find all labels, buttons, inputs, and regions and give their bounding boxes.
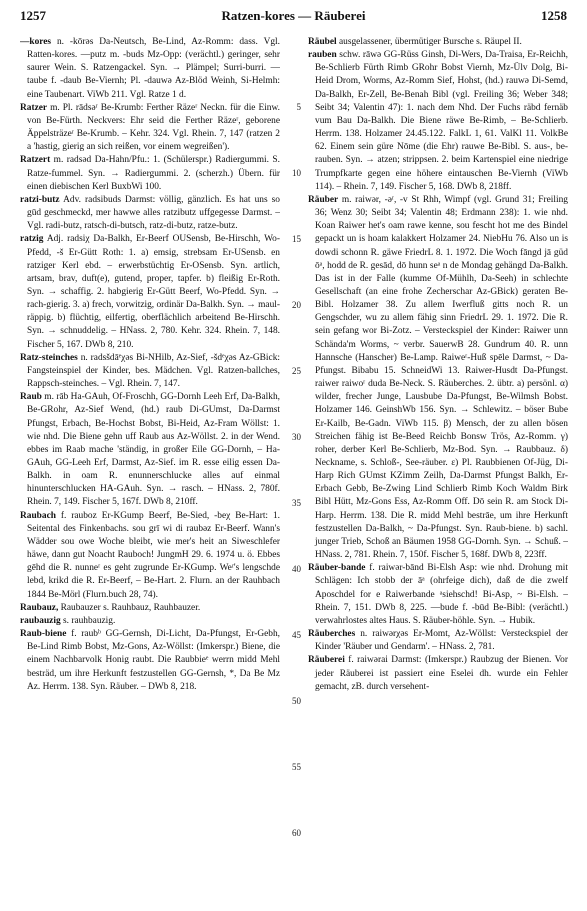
line-number-gutter [281, 36, 305, 906]
line-number: 15 [292, 234, 301, 244]
line-number: 35 [292, 498, 301, 508]
line-number: 20 [292, 300, 301, 310]
entry-raubauzig: raubauzig s. rauhbauzig. [20, 615, 116, 626]
entry-raubach: Raubach f. rauboz Er-KGump Beerf, Be-Sied, -beχ Be-Hart: 1. Seitental des Finkenbachs. sou grī wi di raubəz Er-Beerf. Wann's Wädder sou owe Woche bleibt, wie mer's heit an Siweschlefer häwe, dann gut Noacht Rauboch! JungmH 29. 6. 1974 u. ö. Ebbes gēhd die R. nunneʳ es geht zugrunde Er-KGump. Weʳ's lengschde lebd, krikd die R. Er-Beerf, – Be-Hart. 2. Flurn. an der Rauhbach 1844 Be-Mörl (Flurn.buch 28, 74). [20, 510, 280, 600]
entry-raeuber: Räuber m. raiwər, -əʳ, -v St Rhh, Wimpf (vgl. Grund 31; Freiling 36; Wenz 30; Seibt 34; Valentin 48; Erdmann 238): 1. wie nhd. Koan Raiwer het's oam rawe kenne, sou fescht hot me des Bindel gepackt un is hoam kalakkert Holzamer 24. NiebHu 76. Also un is dowdi schonn R. gäwe FriedrL 8. 1. 1972. Die Woch fāngd jā güd ōᵃ, hodd de R. gesād, dō hunn seᵃ n de Mondag gehängd Da-Balkh. Das ist in der Falle (kumme Of-Mühlh, Da-Seeh) in schlechte Gesellschaft (an eine frohe Zecherschar Az-GBick) geraten Be-Bibl. Holzamer 38. Zu allem Iwerfluß gitts noch R. un Gengschder, wu zu allem fähig sinn FriedrL 29. 1. 1972. Die R. sein gefang wor Bi-Zotz. – Versteckspiel der Kinder: Raiwer unn Schända'm Worms, ~ verbr. SauerwB 28. Gundrum 40. R. unn Hannsche (Hanscher) Be-Lamp. Raiweʳ-Huß spēle Darmst, ~ Da-Pfungst. Bibabu 15. SchneidWi 13. Raiwer-Husdt Da-Pfungst. raiwer raiwoʳ duda Be-Neck. S. Räuberches. 2. übtr. a) persönl. α) wilder, frecher Junge, Lausbube Da-Pfungst, Be-Wilmsh Bobst. Holzamer 146. GeinshWb 156. Syn. → Schlewitz. – böser Bube Er-Kailb, Be-Gadn. ViWb 115. β) Mensch, der zu allen bösen Streichen fähig ist Be-Beed Reichb Bonsw Trös, Az-Romm. γ) roher, derber Kerl Be-Schlierb, Mz-Bod. Syn. → Raubbauz. δ) Neckname, s. Schloß-, See-räuber. ε) Pl. Raubbienen Of-Jüg, Di-Harp Rich GUmst KZimm Zeilh, Da-Darmst Pfungst Balkh, Er-Erbach Gebb, Be-Zwing Lind Schlierb Rimb Koch Waldm Birk Bibl Hütt, Mz-Gons Ess, Az-Romm Off. Dō sein R. am Stock Di-Harp. Herrm. 138. Die R. midd Mehl bestrāe, um ihre Herkunft festzustellen Da-Balkh, ~ Da-Pfungst. Syn. Raub-biene. b) sachl. junger Trieb, Schoß an Bäumen 1958 GG-Dornh. Syn. → Schuß. – HNass. 2, 781. Rhein. 7, 150f. Fischer 5, 168f. DWb 8, 223ff. [308, 194, 568, 561]
entry-raeuber-bande: Räuber-bande f. raiwər-bānd Bi-Elsh Asp: wie nhd. Drohung mit Schlägen: Ich stobb der āᵃ (ohrfeige dich), daß de die zwelf Aposchdel for e Raiwerbande ᵃsiehschd! Bi-Asp, ~ Bi-Elsh. – Rhein. 7, 151. DWb 8, 225. —bude f. -būd Be-Bibl: (verächtl.) verwahrlostes altes Haus. S. Räuber-höhle. Syn. → Hubik. [308, 563, 568, 626]
line-number: 10 [292, 168, 301, 178]
line-number: 50 [292, 696, 301, 706]
running-header [20, 8, 567, 24]
entry-raub: Raub m. rāb Ha-GAuh, Of-Froschh, GG-Dornh Leeh Erf, Da-Balkh, Be-GRohr, Az-Sief Wend, (hd.) raub Di-GUmst, Da-Darmst Pfungst, Erbach, Be-Hochst Bobst, Bi-Heid, Az-Fram Wöllst: 1. wie nhd. Die Biene gehn uff Raub aus Az-Wöllst. 2. in der Wend. ebbes im Raab mache 'ständig, in großer Eile GG-Dornh, – Ha-GAuh, GG-Leeh Erf, Darmst, Az-Sief. im R. esse eilig essen Da-Balkh. in oam R. enunnerschlucke alles auf einmal hinunterschlucken HA-GAuh. Syn. → rasch. – HNass. 2, 780f. Rhein. 7, 149. Fischer 5, 167f. DWb 8, 210ff. [20, 392, 280, 508]
left-column [20, 36, 280, 906]
entry-ratzert: Ratzert m. radsəd Da-Hahn/Pfu.: 1. (Schülerspr.) Radiergummi. S. Ratze-fummel. Syn. → Radiergummi. 2. (scherzh.) Übern. für einen diebischen Kerl BuxbWi 100. [20, 155, 280, 192]
entry-raubauz: Raubauz, Raubauzer s. Rauhbauz, Rauhbauzer. [20, 602, 201, 613]
right-column [308, 36, 568, 906]
entry-raeuberches: Räuberches n. raiwərχəs Er-Momt, Az-Wöllst: Versteckspiel der Kinder 'Räuber und Gendarm'. – HNass. 2, 781. [308, 629, 568, 653]
line-number: 5 [296, 102, 301, 112]
entry-raub-biene: Raub-biene f. raubᵇ GG-Gernsh, Di-Licht, Da-Pfungst, Er-Gebh, Be-Lind Rimb Bobst, Mz-Gons, Az-Wöllst: (Imkerspr.) Biene, die einem Nachbarvolk Honig raubt. Die Raubbieᵉ werrn midd Mehl besträd, um ihre Herkunft festzustellen GG-Gernsh, *, Da Be Mz Az. Herrm. 138. Syn. Räuber. – DWb 8, 218. [20, 629, 280, 692]
entry-ratzen-kores: —kores n. -kōrəs Da-Neutsch, Be-Lind, Az-Romm: dass. Vgl. Ratten-kores. —putz m. -buds Mz-Opp: (verächtl.) geringer, sehr saurer Wein. S. Ratzengackel. Syn. → Plämpel; Surri-burri. —taube f. -daub Be-Viernh; Pl. -dauwə Az-Blöd Weinh, Si-Helmh: eine Taubenart. ViWb 211. Vgl. Ratze 1 d. [20, 37, 280, 100]
line-number: 55 [292, 762, 301, 772]
page-number-right: 1258 [541, 8, 567, 23]
line-number: 25 [292, 366, 301, 376]
line-number: 60 [292, 828, 301, 838]
entry-ratz-steinches: Ratz-steinches n. radsšdāᵉχəs Bi-NHilb, Az-Sief, -šdᵉχəs Az-GBick: Fangsteinspiel der Kinder, bes. Mädchen. Vgl. Ratzen-ballches, Rappsch-steinches. – Vgl. Rhein. 7, 147. [20, 352, 280, 390]
line-number: 45 [292, 630, 301, 640]
entry-ratzig: ratzig Adj. radsiχ Da-Balkh, Er-Beerf OUSensb, Be-Hirschh, Wo-Pfedd, -š Er-Gütt Roth: 1. a) emsig, strebsam Er-USensb. en ratziger Kerl ebd. – erwerbstüchtig Er-OSensb. Syn. artlich, artsam, brav, duft(e), gutend, proper, tapfer. b) fleißig Er-Roth. Syn. → schaffig. 2. habgierig Er-Gütt Beerf, Wo-Pfedd. Syn. → rach-gierig. 3. a) frech, vorwitzig, ordinär Da-Balkh. Syn. → maul-räppig. b) flüchtig, eilfertig, oberflächlich arbeitend Be-Hirschh. Syn. → schnuddelig. – HNass. 2, 780. Kehr. 324. Rhein. 7, 148. Fischer 5, 167. DWb 8, 210. [20, 234, 280, 350]
line-number: 40 [292, 564, 301, 574]
page-number-left: 1257 [20, 8, 46, 23]
entry-raeuberei: Räuberei f. raiwərai Darmst: (Imkerspr.) Raubzug der Bienen. Vor jeder Räuberei ist passiert eine Eselei dh. wurde ein Fehler gemacht, zB. durch versehent- [308, 655, 568, 692]
entry-rauben: rauben schw. rāwə GG-Rüss Ginsh, Di-Wers, Da-Traisa, Er-Reichh, Be-Schlierb Fürth Rimb GRohr Bobst Viernh, Mz-Ülv Dolg, Bi-Heid Drom, Worms, Az-Romm Sief, Hohst, (hd.) rauwə Di-Semd, Da-Balkh, Er-Zell, Be-Benah Bibl (vgl. Freiling 36; Weber 348; Seibt 34; Valentin 47): 1. nach dem Nhd. Der Fuchs räbd fernäb vum Bau Da-Balkh. Die Biene räwe Be-Rimb, – Be-Schlierb. Herrm. 138. Holzamer 24.45.122. FalkL 1, 61. ValKl 11. VolkBe 62. Einem sein güre Nōme (die Ehr) rauwe Be-Bibl. S. aus-, be-rauben. Syn. → atzen; strippsen. 2. beim Kartenspiel eine niedrige Trumpfkarte gegen eine höhere eintauschen Be-Viernh (ViWb 114). – Rhein. 7, 149. Fischer 5, 168. DWb 8, 218ff. [308, 50, 568, 192]
entry-ratzi-butz: ratzi-butz Adv. radsibuds Darmst: völlig, gänzlich. Es hat uns so gūd geschmeckd, mer hawwe alles ratzibutz uffgegesse Darmst. – Vgl. radi-butz, ratsch-di-butsch, ratz-di-butz, ratze-butz. [20, 194, 280, 232]
entry-ratzer: Ratzer m. Pl. rādsəʳ Be-Krumb: Ferther Räzeʳ Neckn. für die Einw. von Be-Fürth. Neckvers: Ehr seid die Ferther Räzeʳ, geborene Äppelsträzeʳ Be-Krumb. – Kehr. 324. Vgl. Rhein. 7, 147 (ratzen 2 a 'hastig, gierig an sich reißen, vor einem wegreißen'). [20, 102, 280, 153]
running-title: Ratzen-kores — Räuberei [221, 8, 366, 23]
entry-raeubel: Räubel ausgelassener, übermütiger Bursche s. Räupel II. [308, 37, 522, 47]
line-number: 30 [292, 432, 301, 442]
